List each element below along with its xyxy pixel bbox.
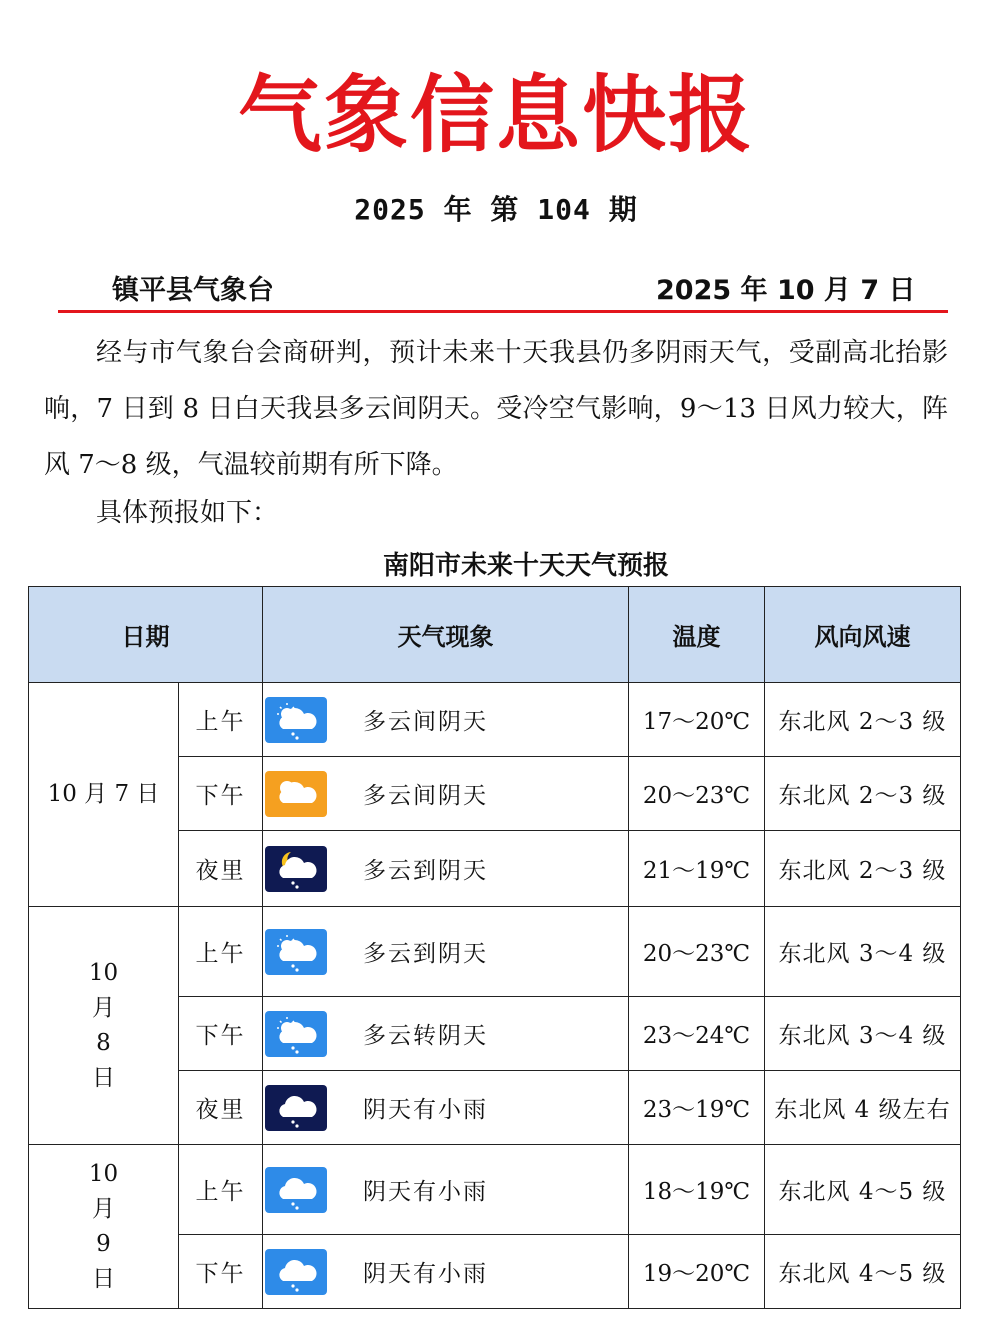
issue-date: 2025 年 10 月 7 日 xyxy=(656,275,916,306)
partly-cloudy-sun-icon xyxy=(265,771,327,817)
table-header-row xyxy=(29,587,961,683)
forecast-intro: 具体预报如下： xyxy=(96,498,279,528)
period-cell: 上午 xyxy=(179,1145,263,1235)
night-light-rain-icon xyxy=(265,1085,327,1131)
date-cell: 10 月 7 日 xyxy=(29,683,179,907)
date-cell: 10 月 9 日 xyxy=(29,1145,179,1309)
phenomenon-cell xyxy=(263,683,629,757)
period-cell: 夜里 xyxy=(179,1071,263,1145)
wind-cell: 东北风 2～3 级 xyxy=(765,831,961,907)
period-cell: 下午 xyxy=(179,757,263,831)
wind-cell: 东北风 4～5 级 xyxy=(765,1235,961,1309)
phenomenon-text: 多云间阴天 xyxy=(363,709,488,735)
period-cell: 下午 xyxy=(179,1235,263,1309)
temperature-cell: 23～19℃ xyxy=(629,1071,765,1145)
temperature-cell: 18～19℃ xyxy=(629,1145,765,1235)
header-date: 日期 xyxy=(29,587,263,683)
phenomenon-text: 阴天有小雨 xyxy=(363,1179,488,1205)
phenomenon-text: 多云间阴天 xyxy=(363,783,488,809)
header-phenomenon: 天气现象 xyxy=(263,587,629,683)
phenomenon-text: 阴天有小雨 xyxy=(363,1097,488,1123)
phenomenon-cell xyxy=(263,907,629,997)
phenomenon-cell xyxy=(263,997,629,1071)
wind-cell: 东北风 2～3 级 xyxy=(765,757,961,831)
forecast-summary: 经与市气象台会商研判，预计未来十天我县仍多阴雨天气，受副高北抬影响，7 日到 8 日白天我县多云间阴天。受冷空气影响，9～13 日风力较大，阵风 7～8 级，气温较前期有所下降。 xyxy=(44,338,948,480)
wind-cell: 东北风 3～4 级 xyxy=(765,907,961,997)
header-divider xyxy=(58,310,948,313)
table-title: 南阳市未来十天天气预报 xyxy=(382,551,669,581)
header-temp: 温度 xyxy=(629,587,765,683)
phenomenon-cell xyxy=(263,757,629,831)
table-row xyxy=(29,683,961,757)
forecast-table xyxy=(28,586,961,1309)
temperature-cell: 17～20℃ xyxy=(629,683,765,757)
light-rain-icon xyxy=(265,1167,327,1213)
temperature-cell: 19～20℃ xyxy=(629,1235,765,1309)
table-row xyxy=(29,1145,961,1235)
wind-cell: 东北风 4 级左右 xyxy=(765,1071,961,1145)
phenomenon-text: 阴天有小雨 xyxy=(363,1261,488,1287)
light-rain-icon xyxy=(265,1249,327,1295)
phenomenon-text: 多云转阴天 xyxy=(363,1023,488,1049)
phenomenon-text: 多云到阴天 xyxy=(363,941,488,967)
phenomenon-cell xyxy=(263,1235,629,1309)
partly-cloudy-day-rain-icon xyxy=(265,929,327,975)
phenomenon-cell xyxy=(263,831,629,907)
period-cell: 上午 xyxy=(179,683,263,757)
cloudy-night-rain-icon xyxy=(265,846,327,892)
date-cell: 10 月 8 日 xyxy=(29,907,179,1145)
period-cell: 夜里 xyxy=(179,831,263,907)
partly-cloudy-day-rain-icon xyxy=(265,697,327,743)
temperature-cell: 23～24℃ xyxy=(629,997,765,1071)
issuer-name: 镇平县气象台 xyxy=(112,275,274,306)
partly-cloudy-day-rain-icon xyxy=(265,1011,327,1057)
temperature-cell: 20～23℃ xyxy=(629,757,765,831)
issue-number: 2025 年 第 104 期 xyxy=(354,193,638,226)
period-cell: 上午 xyxy=(179,907,263,997)
phenomenon-cell xyxy=(263,1071,629,1145)
phenomenon-cell xyxy=(263,1145,629,1235)
phenomenon-text: 多云到阴天 xyxy=(363,858,488,884)
wind-cell: 东北风 3～4 级 xyxy=(765,997,961,1071)
wind-cell: 东北风 2～3 级 xyxy=(765,683,961,757)
temperature-cell: 21～19℃ xyxy=(629,831,765,907)
temperature-cell: 20～23℃ xyxy=(629,907,765,997)
masthead-title: 气象信息快报 xyxy=(237,66,754,164)
table-row xyxy=(29,907,961,997)
header-wind: 风向风速 xyxy=(765,587,961,683)
wind-cell: 东北风 4～5 级 xyxy=(765,1145,961,1235)
period-cell: 下午 xyxy=(179,997,263,1071)
